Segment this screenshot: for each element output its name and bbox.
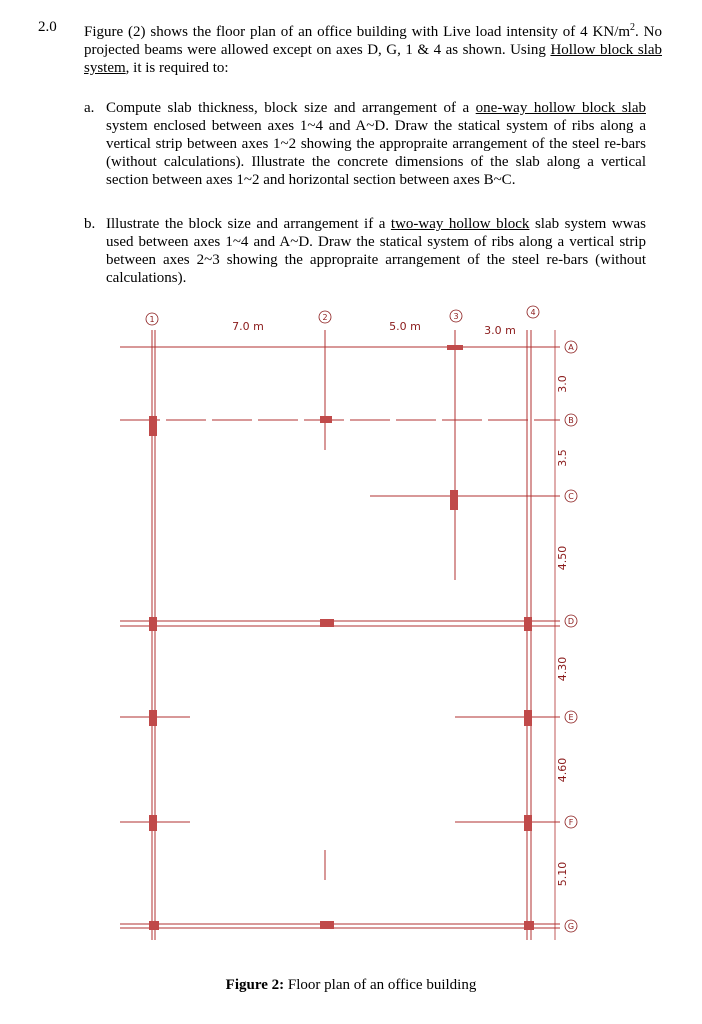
figure-caption bbox=[0, 977, 702, 994]
row-spacing-F-G: 5.10 bbox=[556, 861, 569, 887]
axis-grid-lines bbox=[120, 330, 560, 940]
intro-text-1: Figure (2) shows the floor plan of an office building with Live load intensity of 4 KN/m bbox=[84, 24, 631, 40]
row-spacing-D-E: 4.30 bbox=[556, 656, 569, 682]
axis-label-F: F bbox=[568, 818, 574, 827]
column-2-B bbox=[320, 416, 332, 423]
caption-label: Figure 2: bbox=[225, 977, 285, 993]
axis-label-4: 4 bbox=[530, 308, 536, 317]
part-a-text-2: system enclosed between axes 1~4 and A~D. Draw the statical system of ribs along a vertical strip between axes 1~2 showing the appropraite arrangement of the steel re-bars (without calculations). Illustrate the concrete dimensions of the slab along a vertical section between axes 1~2 and horizontal section between axes B~C. bbox=[106, 118, 646, 188]
part-b-text-1: Illustrate the block size and arrangement if a bbox=[106, 216, 391, 232]
part-a-underlined: one-way hollow block slab bbox=[475, 100, 646, 116]
col-spacing-2-3: 5.0 m bbox=[389, 320, 421, 333]
column-3-A bbox=[447, 345, 463, 350]
columns bbox=[149, 345, 534, 930]
axis-label-G: G bbox=[567, 922, 575, 931]
part-a-label: a. bbox=[84, 100, 95, 116]
part-b-label: b. bbox=[84, 216, 96, 232]
column-1-D bbox=[149, 617, 157, 631]
column-1-B bbox=[149, 416, 157, 436]
intro-text-3: , it is required to: bbox=[125, 60, 229, 76]
axis-label-3: 3 bbox=[453, 312, 459, 321]
axis-label-1: 1 bbox=[149, 315, 155, 324]
row-spacing-E-F: 4.60 bbox=[556, 757, 569, 783]
part-b-underlined: two-way hollow block bbox=[390, 216, 530, 232]
col-spacing-3-4: 3.0 m bbox=[484, 324, 516, 337]
column-2-G bbox=[320, 921, 334, 929]
part-a-text-1: Compute slab thickness, block size and arrangement of a bbox=[106, 100, 476, 116]
question-number: 2.0 bbox=[38, 19, 57, 35]
column-2-D bbox=[320, 619, 334, 627]
col-spacing-1-2: 7.0 m bbox=[232, 320, 264, 333]
caption-text: Floor plan of an office building bbox=[284, 977, 477, 993]
column-1-E bbox=[149, 710, 157, 726]
column-4-G bbox=[524, 921, 534, 930]
intro-superscript: 2 bbox=[630, 22, 636, 33]
axis-label-A: A bbox=[568, 343, 574, 352]
intro-underlined: Hollow block slab system bbox=[84, 42, 662, 76]
axis-label-C: C bbox=[568, 492, 574, 501]
axis-label-2: 2 bbox=[322, 313, 328, 322]
part-b-text-2: slab system wwas used between axes 1~4 and A~D. Draw the statical system of ribs along a vertical strip between axes 2~3 showing the appropraite arrangement of the steel re-bars (without calculations). bbox=[106, 216, 646, 286]
axis-label-E: E bbox=[568, 713, 574, 722]
row-spacing-A-B: 3.0 bbox=[556, 375, 569, 393]
column-4-D bbox=[524, 617, 532, 631]
intro-text-2: . No projected beams were allowed except on axes D, G, 1 & 4 as shown. Using bbox=[84, 24, 662, 58]
axis-label-B: B bbox=[568, 416, 574, 425]
axis-label-D: D bbox=[567, 617, 575, 626]
column-axis-bubbles bbox=[146, 306, 539, 325]
column-4-F bbox=[524, 815, 532, 831]
column-3-C bbox=[450, 490, 458, 510]
column-1-G bbox=[149, 921, 159, 930]
row-axis-bubbles bbox=[565, 341, 577, 932]
column-4-E bbox=[524, 710, 532, 726]
row-spacing-C-D: 4.50 bbox=[556, 545, 569, 571]
row-spacing-B-C: 3.5 bbox=[556, 449, 569, 467]
column-1-F bbox=[149, 815, 157, 831]
